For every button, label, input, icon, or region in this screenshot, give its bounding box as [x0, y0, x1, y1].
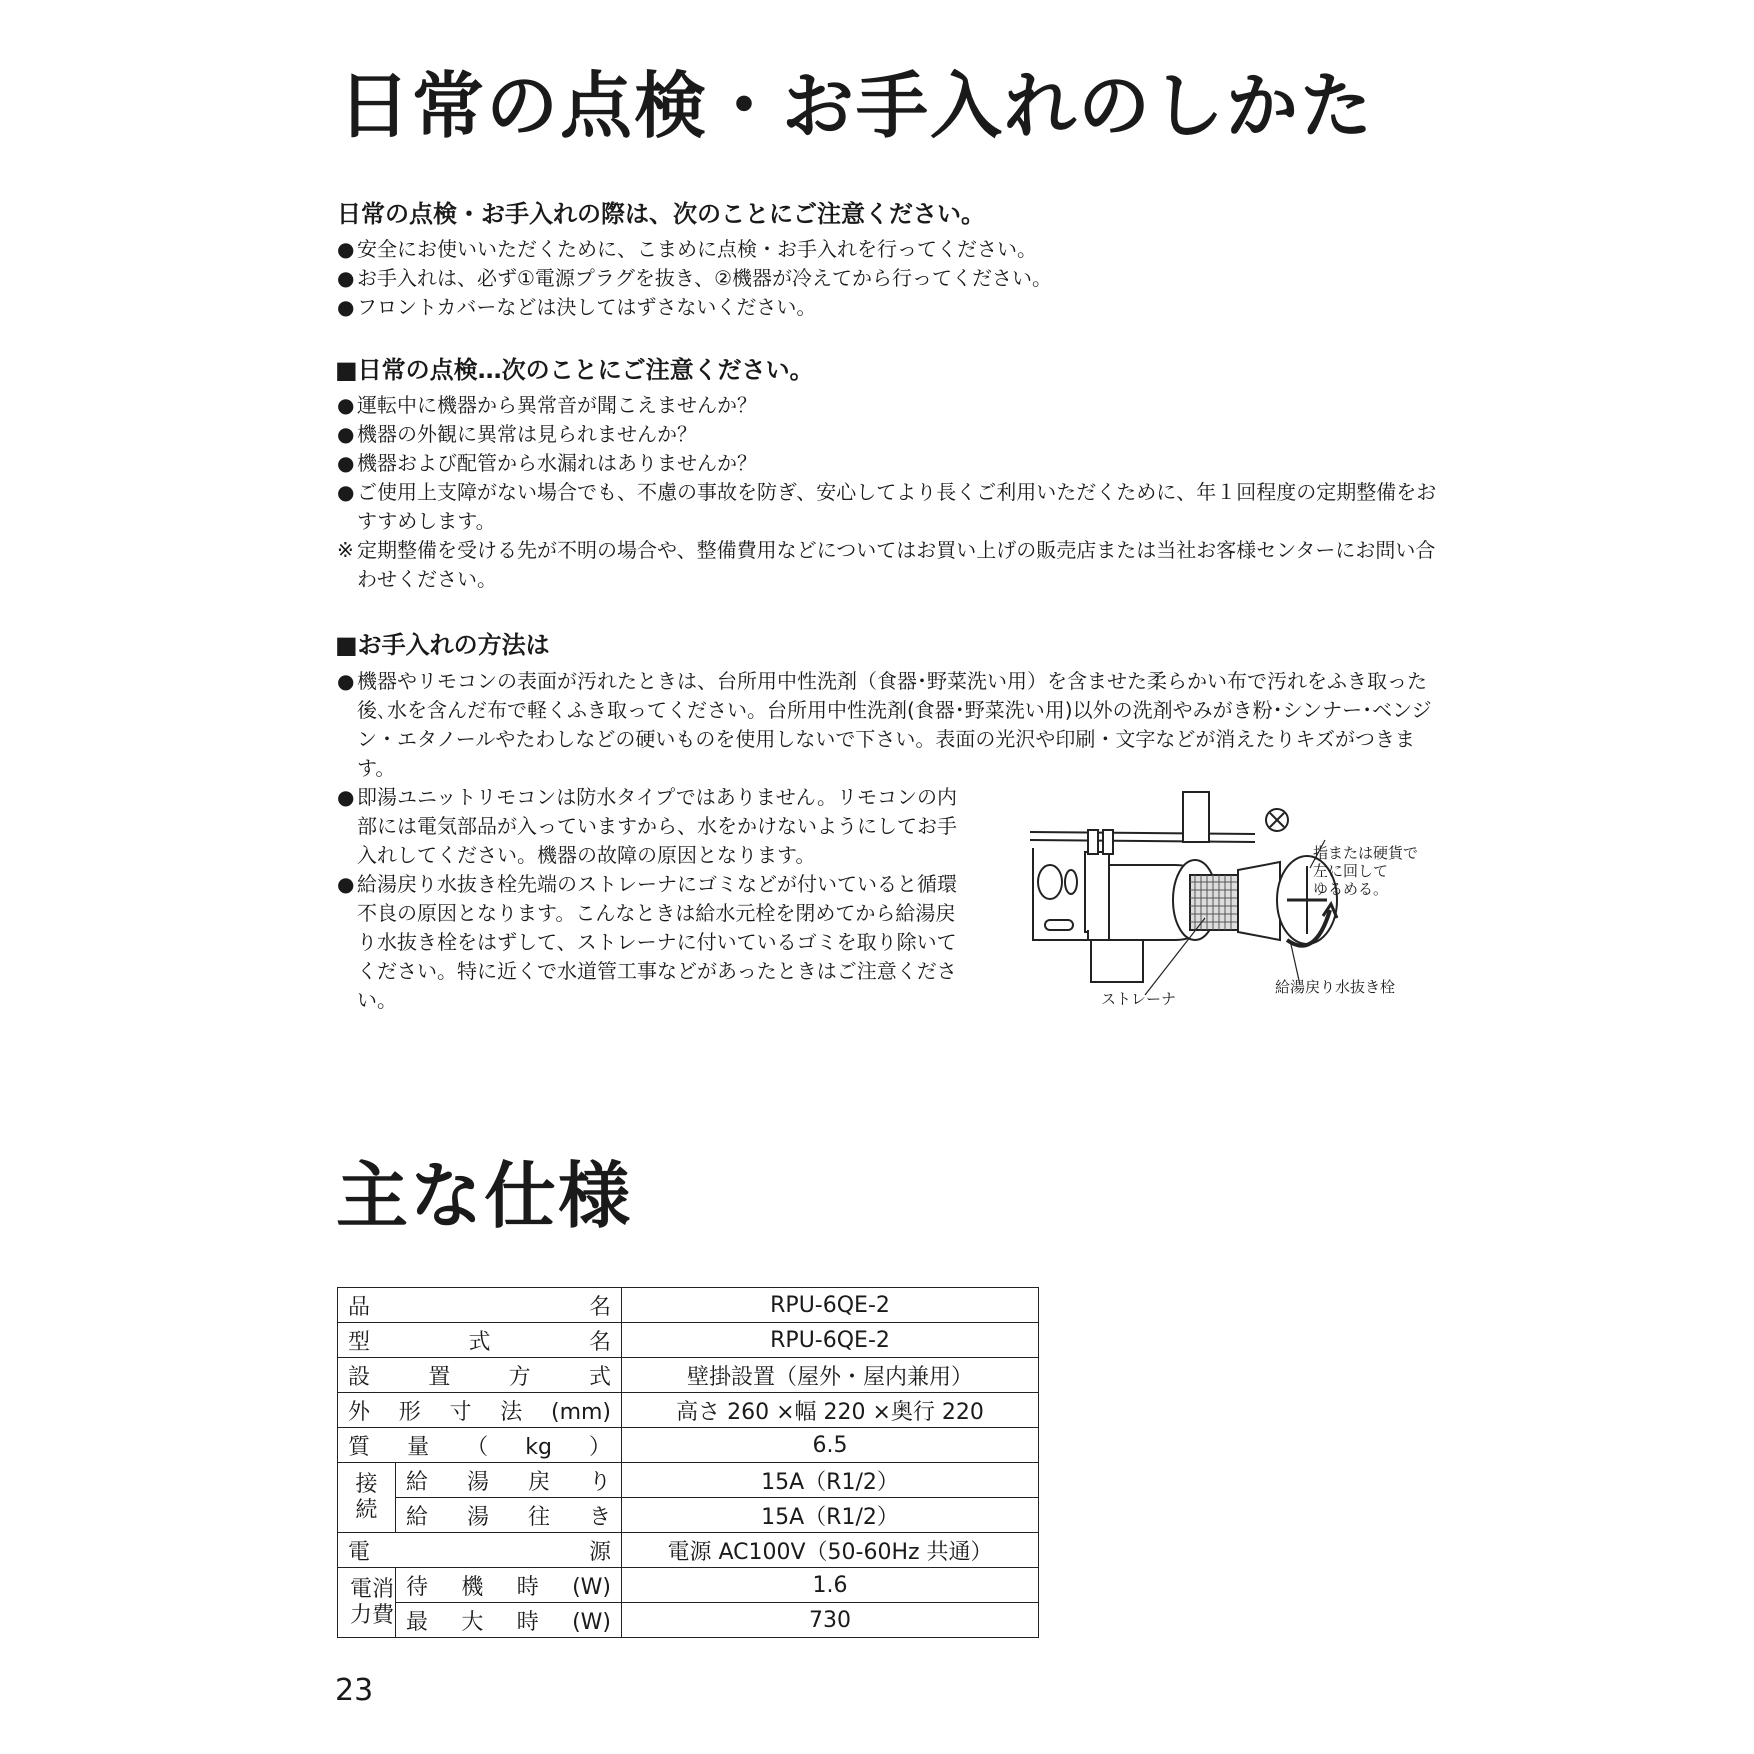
spec-value: 6.5 — [622, 1428, 1039, 1463]
list-item: ● 機器の外観に異常は見られませんか？ — [337, 422, 697, 446]
table-row — [338, 1568, 1039, 1603]
drain-plug-label: 給湯戻り水抜き栓 — [1275, 978, 1396, 996]
spec-value: 1.6 — [622, 1568, 1039, 1603]
list-item: ● 給湯戻り水抜き栓先端のストレーナにゴミなどが付いていると循環不良の原因となります。こんなときは給水元栓を閉めてから給湯戻り水抜き栓をはずして、ストレーナに付いているゴミを取り除いてください。特に近くで水道管工事などがあったときはご注意ください。 — [337, 872, 957, 1012]
table-row — [338, 1428, 1039, 1463]
care-title: ■お手入れの方法は — [335, 631, 550, 659]
care-item-1 — [337, 667, 1445, 783]
note-item: ※ 定期整備を受ける先が不明の場合や、整備費用などについてはお買い上げの販売店または当社お客様センターにお問い合わせください。 — [337, 538, 1436, 591]
spec-value: 730 — [622, 1603, 1039, 1638]
spec-group-label: 接続 — [338, 1463, 396, 1533]
spec-value: RPU-6QE-2 — [622, 1323, 1039, 1358]
table-row — [338, 1463, 1039, 1498]
list-item: ● 機器やリモコンの表面が汚れたときは、台所用中性洗剤（食器･野菜洗い用）を含ませた柔らかい布で汚れをふき取った後､水を含んだ布で軽くふき取ってください。台所用中性洗剤(食器･野菜洗い用)以外の洗剤やみがき粉･シンナー･ベンジン・エタノールやたわしなどの硬いものを使用しないで下さい。表面の光沢や印刷・文字などが消えたりキズがつきます。 — [337, 669, 1432, 780]
list-item: ● お手入れは、必ず①電源プラグを抜き、②機器が冷えてから行ってください。 — [337, 266, 1053, 290]
spec-label: 電源 — [338, 1533, 622, 1568]
spec-label: 給湯往き — [396, 1498, 622, 1533]
spec-value: 壁掛設置（屋外・屋内兼用） — [622, 1358, 1039, 1393]
spec-label: 設置方式 — [338, 1358, 622, 1393]
spec-label: 最大時(W) — [396, 1603, 622, 1638]
spec-value: RPU-6QE-2 — [622, 1288, 1039, 1323]
page-title: 日常の点検・お手入れのしかた — [338, 64, 1375, 148]
spec-label: 給湯戻り — [396, 1463, 622, 1498]
figure-note: 指または硬貨で 左に回して ゆるめる。 — [1313, 844, 1419, 898]
drain-plug-figure — [1025, 790, 1445, 1020]
spec-table — [337, 1287, 1039, 1638]
spec-label: 質量（kg） — [338, 1428, 622, 1463]
spec-label: 品名 — [338, 1288, 622, 1323]
spec-group-label: 電消力費 — [338, 1568, 396, 1638]
page-number: 23 — [335, 1673, 374, 1708]
table-row — [338, 1358, 1039, 1393]
spec-value: 15A（R1/2） — [622, 1498, 1039, 1533]
list-item: ● 安全にお使いいただくために、こまめに点検・お手入れを行ってください。 — [337, 237, 1037, 261]
care-items-2 — [337, 783, 967, 1015]
spec-label: 待機時(W) — [396, 1568, 622, 1603]
intro-title: 日常の点検・お手入れの際は、次のことにご注意ください。 — [337, 200, 985, 228]
table-row — [338, 1533, 1039, 1568]
daily-check-list — [337, 391, 1445, 594]
strainer-label: ストレーナ — [1101, 990, 1177, 1008]
spec-value: 高さ 260 ×幅 220 ×奥行 220 — [622, 1393, 1039, 1428]
list-item: ● 機器および配管から水漏れはありませんか？ — [337, 451, 757, 475]
table-row — [338, 1498, 1039, 1533]
spec-label: 型式名 — [338, 1323, 622, 1358]
list-item: ● 即湯ユニットリモコンは防水タイプではありません。リモコンの内部には電気部品が入っていますから、水をかけないようにしてお手入れしてください。機器の故障の原因となります。 — [337, 785, 957, 867]
daily-check-title: ■日常の点検…次のことにご注意ください。 — [335, 356, 814, 384]
list-item: ● ご使用上支障がない場合でも、不慮の事故を防ぎ、安心してより長くご利用いただくために、年１回程度の定期整備をおすすめします。 — [337, 480, 1437, 533]
spec-title: 主な仕様 — [336, 1154, 633, 1238]
intro-list — [337, 235, 1437, 322]
table-row — [338, 1603, 1039, 1638]
table-row — [338, 1393, 1039, 1428]
spec-value: 電源 AC100V（50-60Hz 共通） — [622, 1533, 1039, 1568]
list-item: ● フロントカバーなどは決してはずさないください。 — [337, 295, 817, 319]
list-item: ● 運転中に機器から異常音が聞こえませんか？ — [337, 393, 757, 417]
table-row — [338, 1288, 1039, 1323]
table-row — [338, 1323, 1039, 1358]
spec-value: 15A（R1/2） — [622, 1463, 1039, 1498]
spec-label: 外形寸法(mm) — [338, 1393, 622, 1428]
